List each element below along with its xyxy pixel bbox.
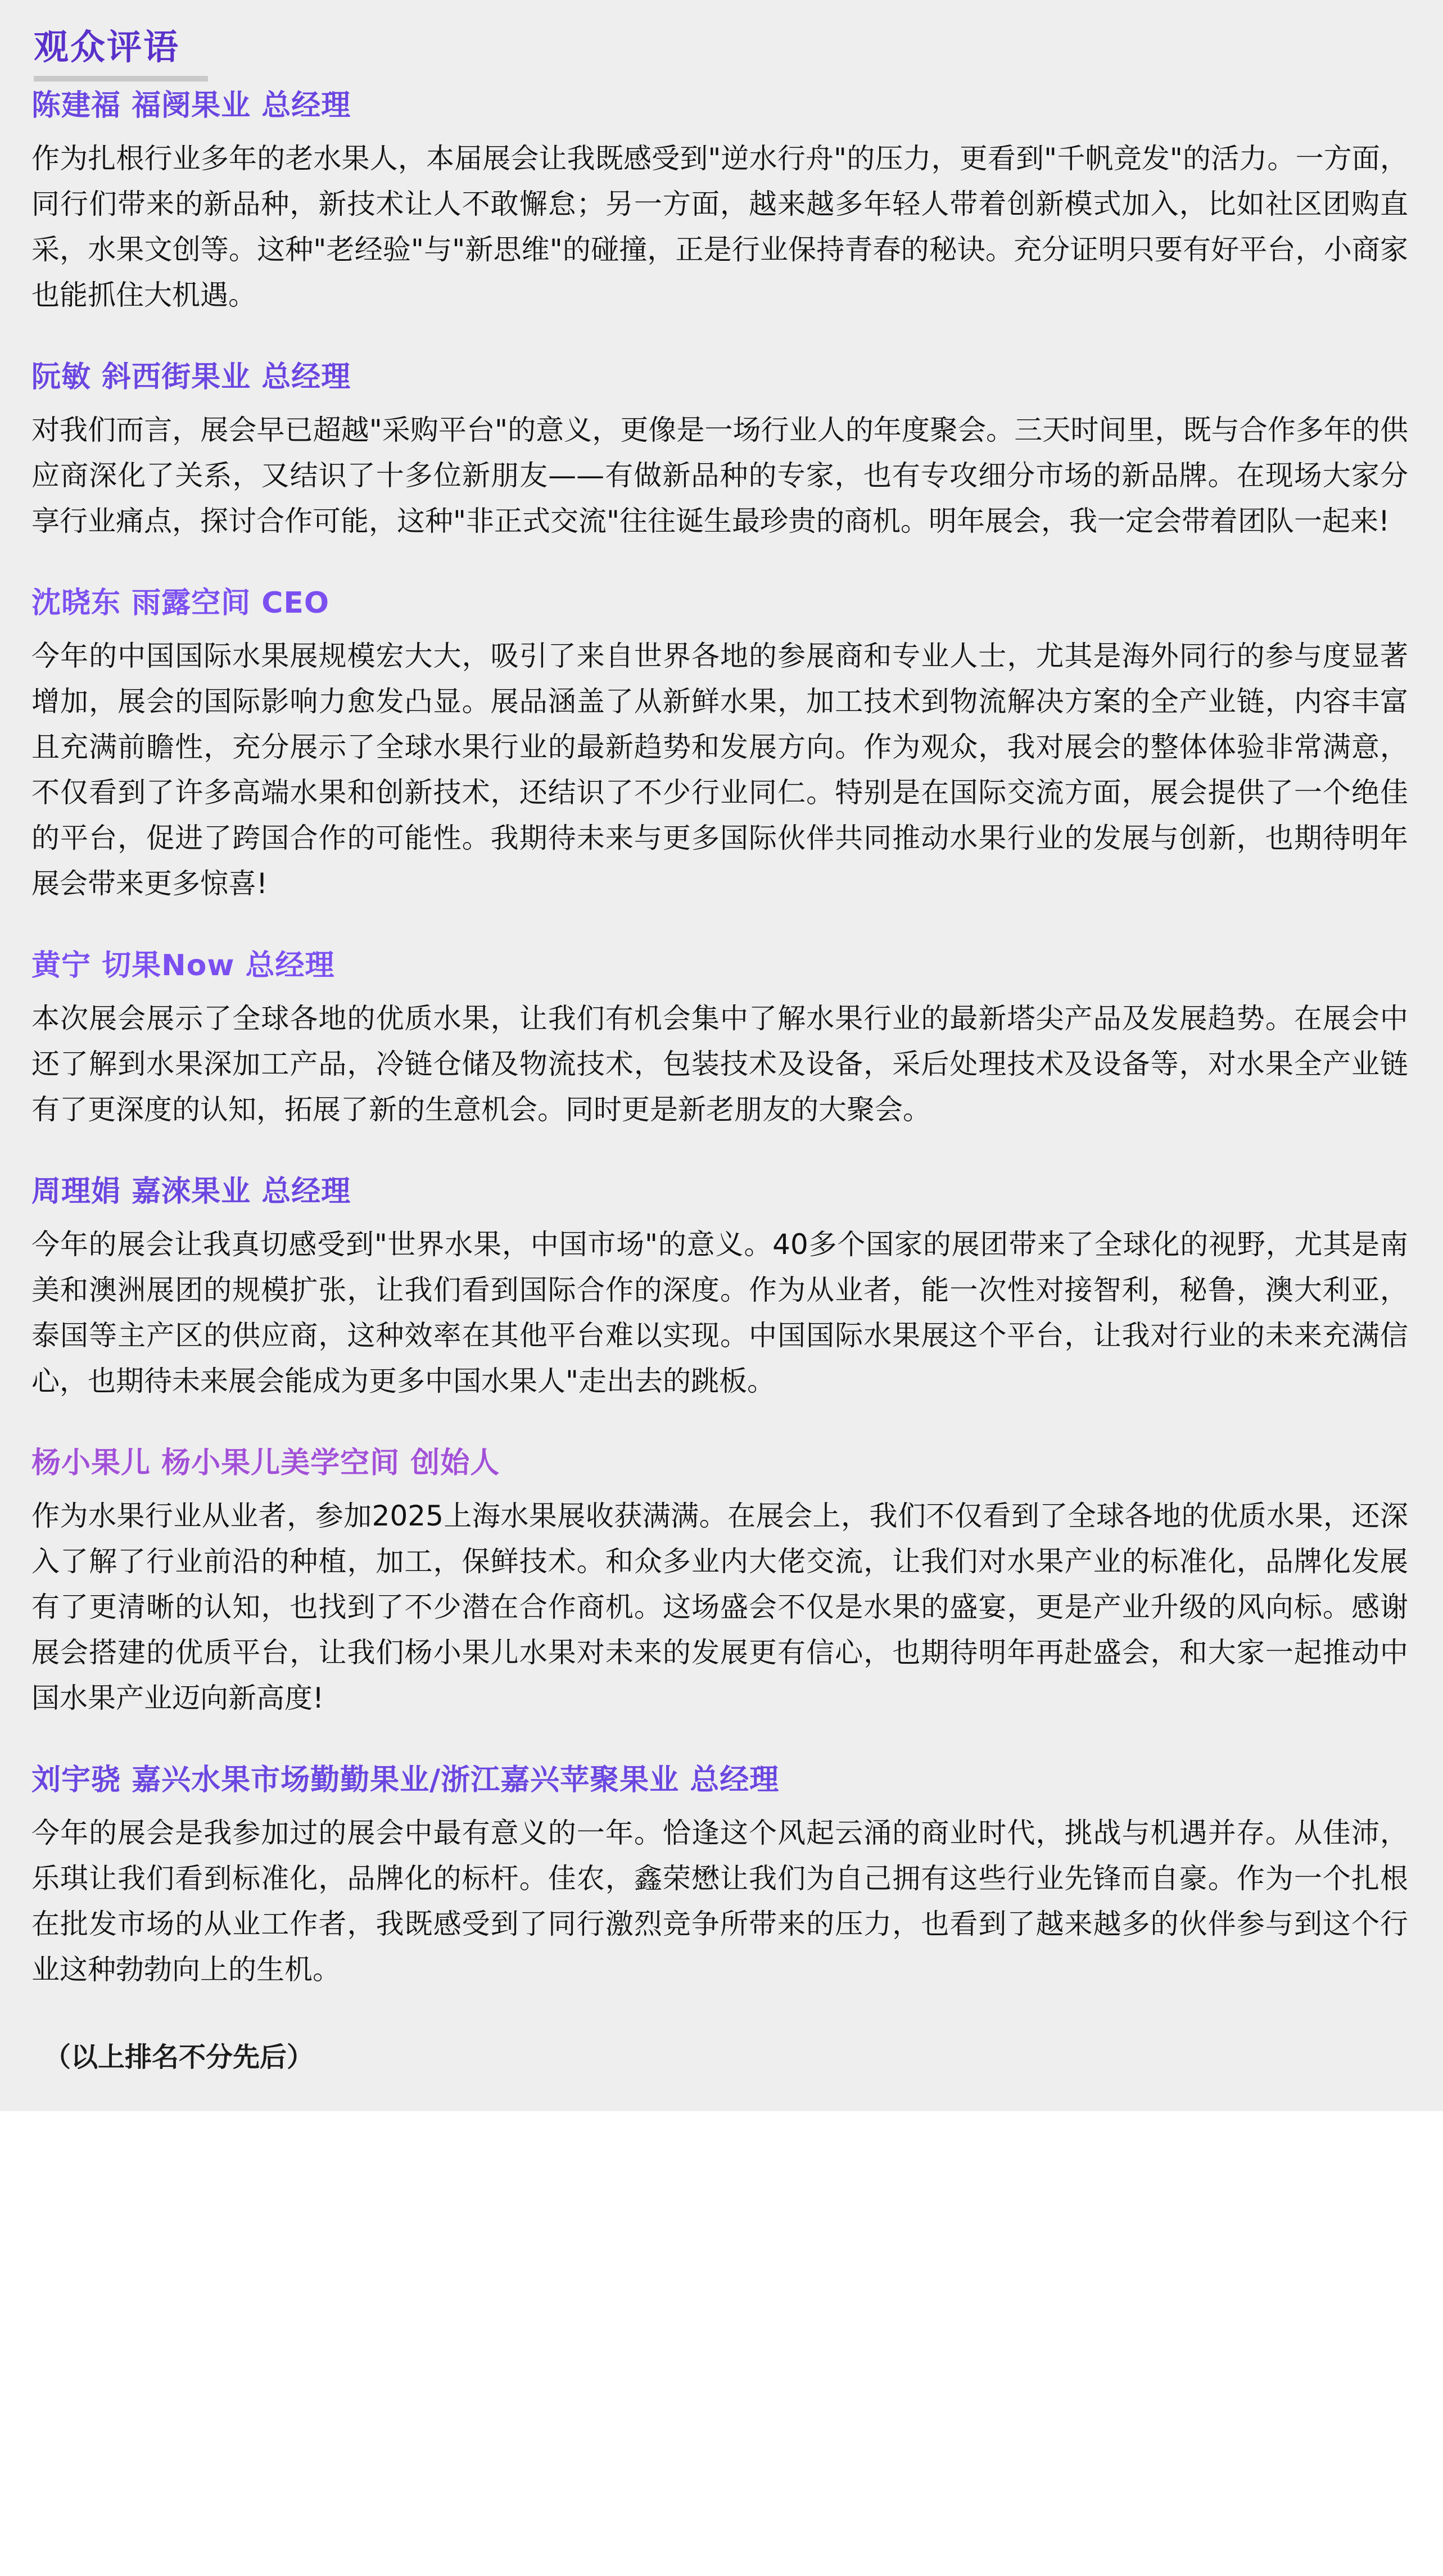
review-text: 今年的中国国际水果展规模宏大大，吸引了来自世界各地的参展商和专业人士，尤其是海外同行的参与度显著增加，展会的国际影响力愈发凸显。展品涵盖了从新鲜水果，加工技术到物流解决方案的全产业链，内容丰富且充满前瞻性，充分展示了全球水果行业的最新趋势和发展方向。作为观众，我对展会的整体体验非常满意，不仅看到了许多高端水果和创新技术，还结识了不少行业同仁。特别是在国际交流方面，展会提供了一个绝佳的平台，促进了跨国合作的可能性。我期待未来与更多国际伙伴共同推动水果行业的发展与创新，也期待明年展会带来更多惊喜! — [31, 640, 1408, 900]
review-text: 作为扎根行业多年的老水果人，本届展会让我既感受到"逆水行舟"的压力，更看到"千帆竞发"的活力。一方面，同行们带来的新品种，新技术让人不敢懈怠；另一方面，越来越多年轻人带着创新模式加入，比如社区团购直采，水果文创等。这种"老经验"与"新思维"的碰撞，正是行业保持青春的秘诀。充分证明只要有好平台，小商家也能抓住大机遇。 — [31, 142, 1408, 311]
ranking-disclaimer: （以上排名不分先后） — [44, 2041, 314, 2073]
reviewer-heading: 阮敏 斜西街果业 总经理 — [31, 360, 351, 394]
reviewer-heading: 刘宇骁 嘉兴水果市场勤勤果业/浙江嘉兴苹聚果业 总经理 — [31, 1763, 780, 1797]
reviewer-heading: 陈建福 福阌果业 总经理 — [31, 89, 351, 123]
review-text: 今年的展会是我参加过的展会中最有意义的一年。恰逢这个风起云涌的商业时代，挑战与机遇并存。从佳沛，乐琪让我们看到标准化，品牌化的标杆。佳农，鑫荣懋让我们为自己拥有这些行业先锋而自豪。作为一个扎根在批发市场的从业工作者，我既感受到了同行激烈竞争所带来的压力，也看到了越来越多的伙伴参与到这个行业这种勃勃向上的生机。 — [31, 1817, 1408, 1986]
review-text: 本次展会展示了全球各地的优质水果，让我们有机会集中了解水果行业的最新塔尖产品及发展趋势。在展会中还了解到水果深加工产品，冷链仓储及物流技术，包装技术及设备，采后处理技术及设备等，对水果全产业链有了更深度的认知，拓展了新的生意机会。同时更是新老朋友的大聚会。 — [31, 1002, 1408, 1126]
reviewer-heading: 周理娟 嘉淶果业 总经理 — [31, 1175, 351, 1208]
section-title-bar — [0, 0, 1443, 84]
review-text: 今年的展会让我真切感受到"世界水果，中国市场"的意义。40多个国家的展团带来了全球化的视野，尤其是南美和澳洲展团的规模扩张，让我们看到国际合作的深度。作为从业者，能一次性对接智利，秘鲁，澳大利亚，泰国等主产区的供应商，这种效率在其他平台难以实现。中国国际水果展这个平台，让我对行业的未来充满信心，也期待未来展会能成为更多中国水果人"走出去的跳板。 — [31, 1228, 1408, 1397]
list-item — [31, 1167, 1408, 1404]
title-underline-decoration — [34, 76, 208, 82]
page-title: 观众评语 — [34, 26, 180, 67]
list-item — [31, 1756, 1408, 1993]
list-item — [31, 1439, 1408, 1721]
reviewer-heading: 黄宁 切果Now 总经理 — [31, 949, 335, 983]
list-item — [31, 353, 1408, 544]
review-text: 作为水果行业从业者，参加2025上海水果展收获满满。在展会上，我们不仅看到了全球各地的优质水果，还深入了解了行业前沿的种植，加工，保鲜技术。和众多业内大佬交流，让我们对水果产业的标准化，品牌化发展有了更清晰的认知，也找到了不少潜在合作商机。这场盛会不仅是水果的盛宴，更是产业升级的风向标。感谢展会搭建的优质平台，让我们杨小果儿水果对未来的发展更有信心，也期待明年再赴盛会，和大家一起推动中国水果产业迈向新高度! — [31, 1500, 1408, 1714]
list-item — [31, 941, 1408, 1133]
reviewer-heading: 杨小果儿 杨小果儿美学空间 创始人 — [31, 1446, 500, 1480]
reviews-list — [0, 82, 1443, 2089]
list-item — [31, 82, 1408, 318]
list-item — [31, 579, 1408, 907]
review-text: 对我们而言，展会早已超越"采购平台"的意义，更像是一场行业人的年度聚会。三天时间里，既与合作多年的供应商深化了关系，又结识了十多位新朋友——有做新品种的专家，也有专攻细分市场的新品牌。在现场大家分享行业痛点，探讨合作可能，这种"非正式交流"往往诞生最珍贵的商机。明年展会，我一定会带着团队一起来! — [31, 414, 1408, 537]
reviewer-heading: 沈晓东 雨露空间 CEO — [31, 586, 330, 620]
